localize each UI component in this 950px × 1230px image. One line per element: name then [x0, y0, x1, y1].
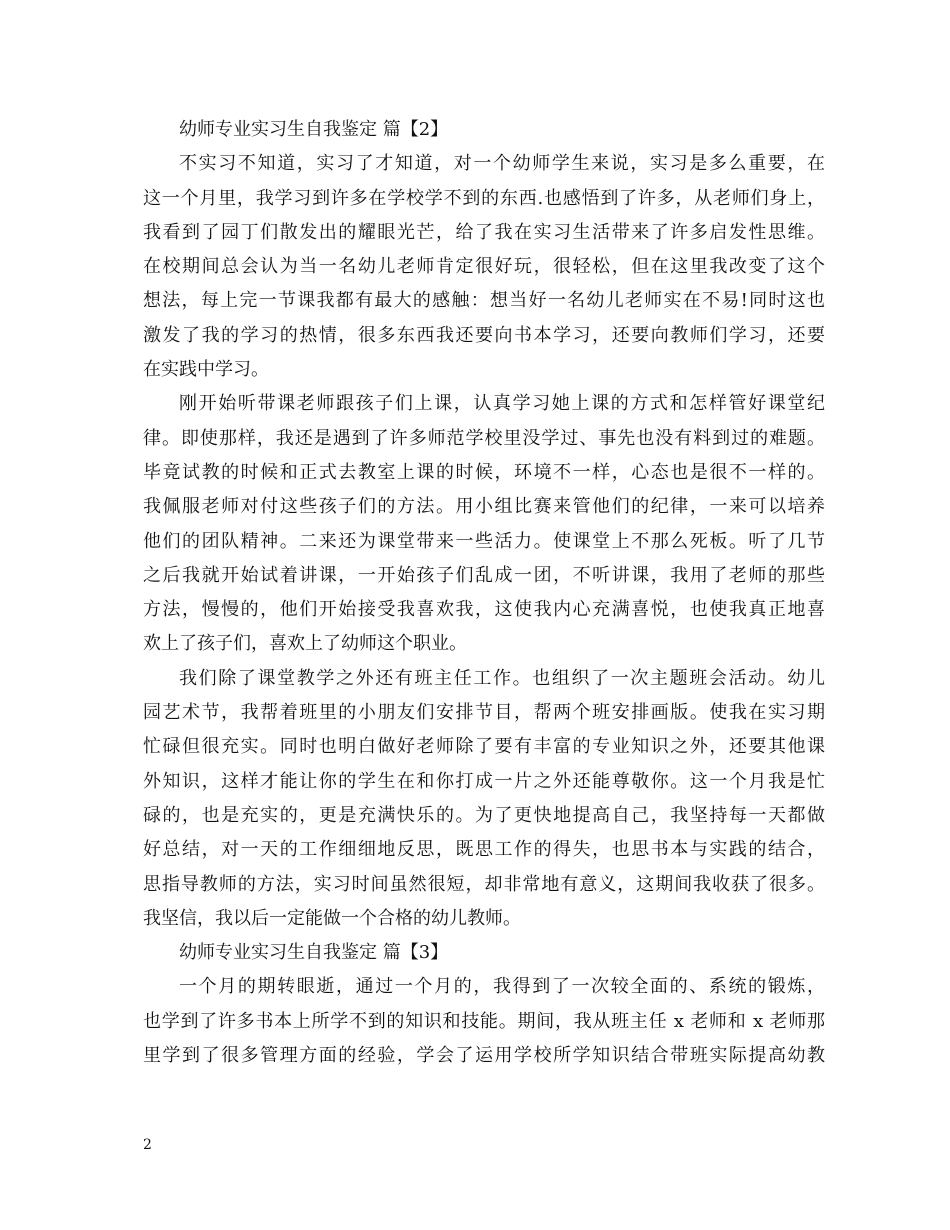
- text-line: 我看到了园丁们散发出的耀眼光芒，给了我在实习生活带来了许多启发性思维。: [143, 221, 825, 243]
- document-body: [143, 113, 825, 1073]
- text-line: 在校期间总会认为当一名幼儿老师肯定很好玩，很轻松，但在这里我改变了这个: [143, 256, 825, 278]
- text-line: 他们的团队精神。二来还为课堂带来一些活力。使课堂上不那么死板。听了几节: [143, 530, 825, 552]
- text-line: 激发了我的学习的热情，很多东西我还要向书本学习，还要向教师们学习，还要: [143, 324, 825, 346]
- text-line: 刚开始听带课老师跟孩子们上课，认真学习她上课的方式和怎样管好课堂纪: [179, 393, 825, 415]
- text-line: 园艺术节，我帮着班里的小朋友们安排节目，帮两个班安排画版。使我在实习期: [143, 702, 825, 724]
- text-line: 忙碌但很充实。同时也明白做好老师除了要有丰富的专业知识之外，还要其他课: [143, 736, 825, 758]
- text-line: 碌的，也是充实的，更是充满快乐的。为了更快地提高自己，我坚持每一天都做: [143, 804, 825, 826]
- text-line: 一个月的期转眼逝，通过一个月的，我得到了一次较全面的、系统的锻炼，: [179, 976, 825, 998]
- text-line: 之后我就开始试着讲课，一开始孩子们乱成一团，不听讲课，我用了老师的那些: [143, 564, 825, 586]
- text-line: 欢上了孩子们，喜欢上了幼师这个职业。: [143, 633, 467, 655]
- page-number: 2: [143, 1137, 152, 1153]
- text-line: 我们除了课堂教学之外还有班主任工作。也组织了一次主题班会活动。幼儿: [179, 667, 825, 689]
- text-line: 这一个月里，我学习到许多在学校学不到的东西.也感悟到了许多，从老师们身上，: [143, 187, 825, 209]
- text-line: 在实践中学习。: [143, 359, 269, 381]
- text-line: 幼师专业实习生自我鉴定 篇【2】: [179, 119, 449, 140]
- text-line: 思指导教师的方法，实习时间虽然很短，却非常地有意义，这期间我收获了很多。: [143, 873, 825, 895]
- text-line: 不实习不知道，实习了才知道，对一个幼师学生来说，实习是多么重要，在: [179, 153, 825, 175]
- text-line: 外知识，这样才能让你的学生在和你打成一片之外还能尊敬你。这一个月我是忙: [143, 770, 825, 792]
- text-line: 幼师专业实习生自我鉴定 篇【3】: [179, 942, 449, 964]
- text-line: 毕竟试教的时候和正式去教室上课的时候，环境不一样，心态也是很不一样的。: [143, 461, 825, 483]
- text-line: 我坚信，我以后一定能做一个合格的幼儿教师。: [143, 907, 521, 929]
- text-line: 也学到了许多书本上所学不到的知识和技能。期间，我从班主任 x 老师和 x 老师那: [143, 1010, 825, 1032]
- text-line: 想法，每上完一节课我都有最大的感触：想当好一名幼儿老师实在不易!同时这也: [143, 290, 825, 312]
- text-line: 我佩服老师对付这些孩子们的方法。用小组比赛来管他们的纪律，一来可以培养: [143, 496, 825, 518]
- text-line: 律。即使那样，我还是遇到了许多师范学校里没学过、事先也没有料到过的难题。: [143, 427, 825, 449]
- text-line: 好总结，对一天的工作细细地反思，既思工作的得失，也思书本与实践的结合，: [143, 839, 825, 861]
- text-line: 方法，慢慢的，他们开始接受我喜欢我，这使我内心充满喜悦，也使我真正地喜: [143, 599, 825, 621]
- text-line: 里学到了很多管理方面的经验，学会了运用学校所学知识结合带班实际提高幼教: [143, 1045, 825, 1067]
